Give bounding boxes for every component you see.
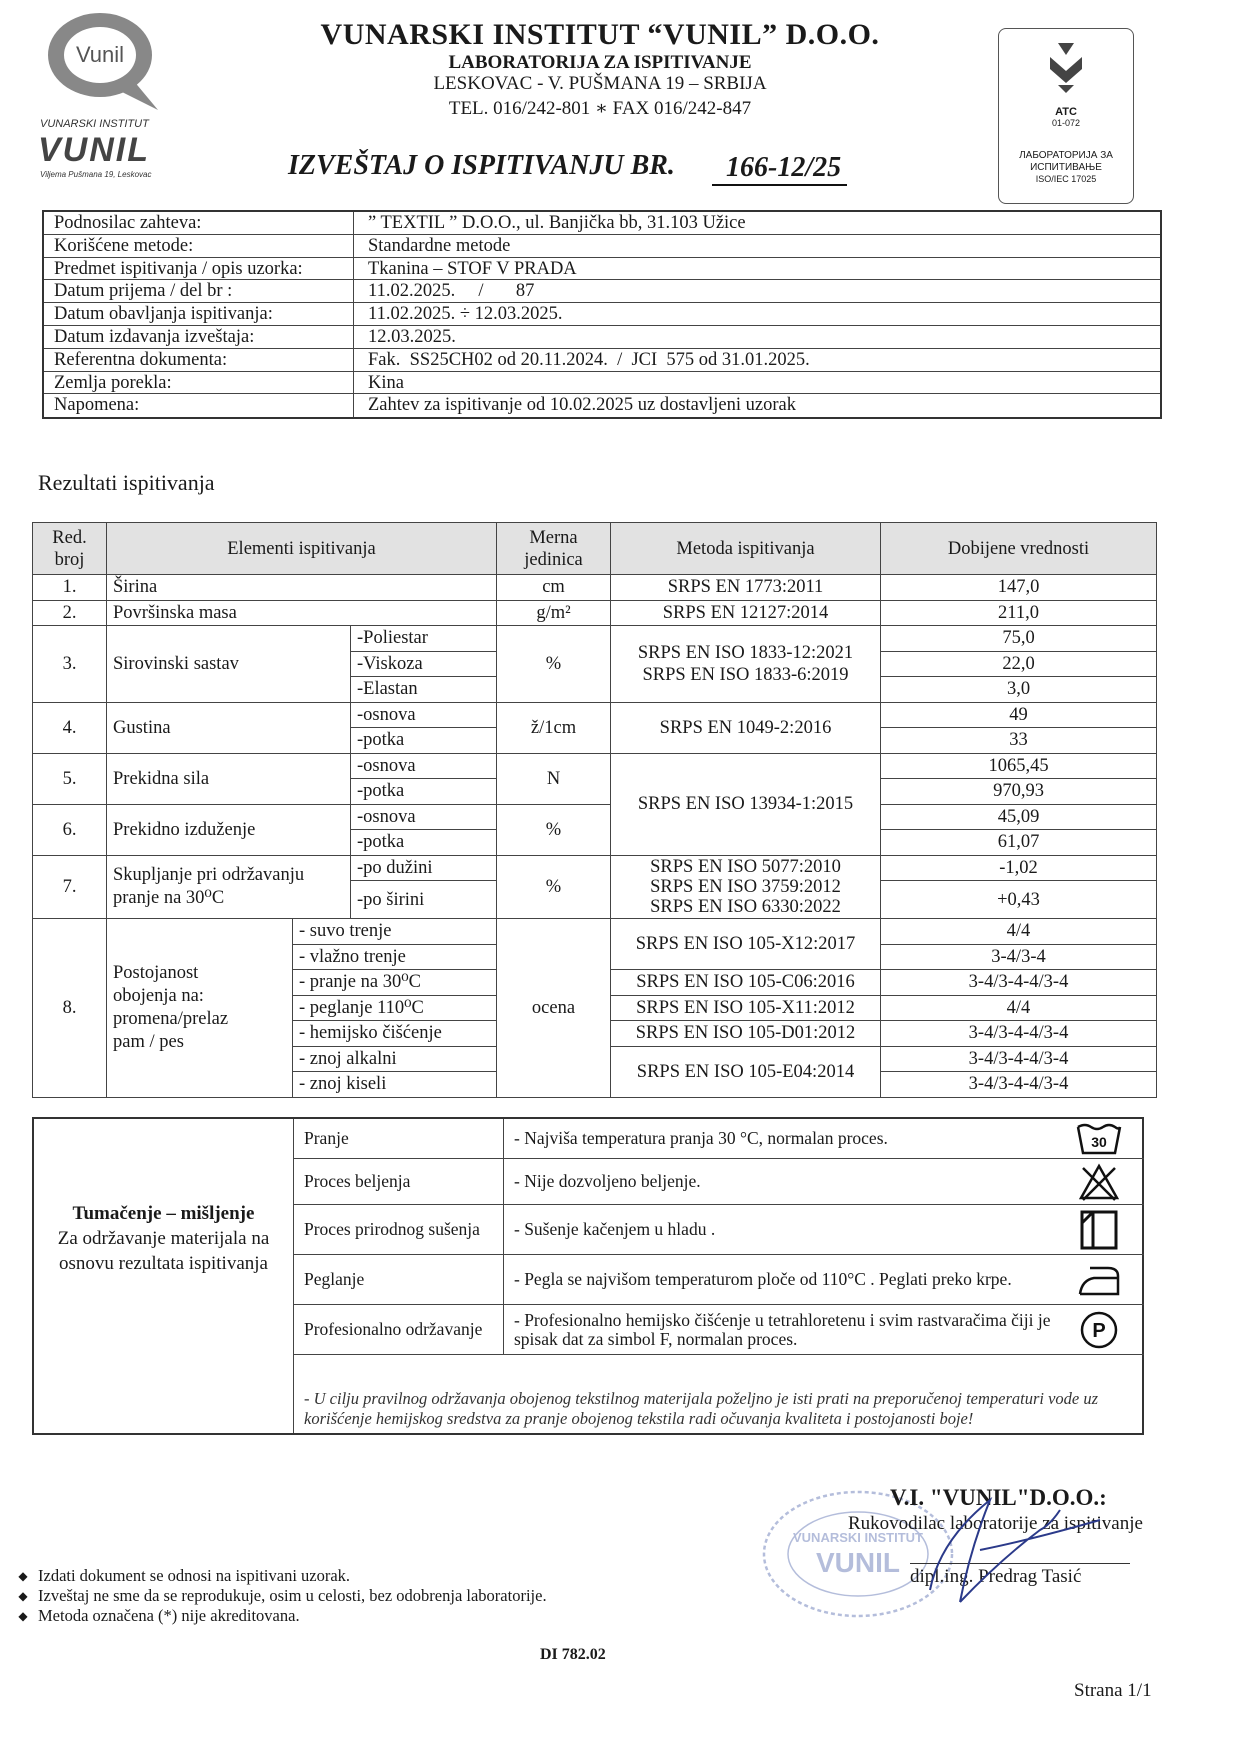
signature-name: dipl.ing. Predrag Tasić: [910, 1563, 1130, 1588]
row-number: 4.: [33, 702, 107, 753]
element-name-line: pam / pes: [113, 1031, 184, 1052]
sub-label: -potka: [351, 830, 497, 856]
method: SRPS EN ISO 105-X12:2017: [611, 919, 881, 970]
unit: %: [497, 855, 611, 919]
method: SRPS EN 1773:2011: [611, 575, 881, 601]
table-row: [33, 575, 1157, 601]
info-row: [44, 349, 1160, 372]
lab-name: LABORATORIJA ZA ISPITIVANJE: [448, 52, 752, 73]
method-line: SRPS EN ISO 1833-6:2019: [642, 664, 849, 685]
sub-label: - suvo trenje: [293, 919, 497, 945]
method-line: SRPS EN ISO 5077:2010: [650, 856, 841, 877]
result-value: 49: [881, 702, 1157, 728]
interpretation-text: Za održavanje materijala na osnovu rezultata ispitivanja: [57, 1228, 270, 1274]
element-name: Sirovinski sastav: [107, 626, 351, 703]
atc-logo-icon: [1036, 39, 1096, 99]
method: SRPS EN ISO 105-D01:2012: [611, 1021, 881, 1047]
info-row: [44, 303, 1160, 326]
method: SRPS EN ISO 105-E04:2014: [611, 1046, 881, 1097]
element-name: Prekidno izduženje: [107, 804, 351, 855]
care-icon-cell: [1066, 1305, 1132, 1354]
method: SRPS EN 1049-2:2016: [611, 702, 881, 753]
info-value: ” TEXTIL ” D.O.O., ul. Banjička bb, 31.103 Užice: [368, 213, 746, 233]
row-number: 1.: [33, 575, 107, 601]
header-no: Red. broj: [33, 523, 107, 575]
care-text: - Sušenje kačenjem u hladu .: [514, 1219, 716, 1239]
info-value: Fak. SS25CH02 od 20.11.2024. / JCI 575 od 31.01.2025.: [368, 349, 810, 370]
info-value: Kina: [368, 372, 404, 393]
result-value: 4/4: [881, 919, 1157, 945]
info-value: Tkanina – STOF V PRADA: [368, 258, 577, 279]
care-row-drying: [294, 1205, 1144, 1255]
unit: cm: [497, 575, 611, 601]
element-name: Gustina: [107, 702, 351, 753]
info-label: Datum obavljanja ispitivanja:: [44, 303, 354, 325]
sub-label: -osnova: [351, 804, 497, 830]
care-icon-cell: [1066, 1255, 1132, 1304]
stamp-logo-text: VUNIL: [816, 1547, 900, 1578]
vunil-logo: [38, 10, 178, 110]
footer-note: [8, 1586, 708, 1606]
header-unit: Merna jedinica: [497, 523, 611, 575]
care-label: Peglanje: [304, 1255, 504, 1304]
sub-label: -po dužini: [351, 855, 497, 881]
result-value: 61,07: [881, 830, 1157, 856]
row-number: 7.: [33, 855, 107, 919]
care-label: Profesionalno održavanje: [304, 1305, 504, 1354]
info-label: Podnosilac zahteva:: [44, 212, 354, 234]
result-value: 211,0: [881, 600, 1157, 626]
atc-number: 01-072: [1051, 118, 1081, 128]
care-label: Proces prirodnog sušenja: [304, 1205, 504, 1254]
element-name: Širina: [107, 575, 497, 601]
result-value: 3-4/3-4-4/3-4: [881, 1046, 1157, 1072]
institute-phone: TEL. 016/242-801 ∗ FAX 016/242-847: [448, 98, 752, 119]
element-name-line: obojenja na:: [113, 985, 204, 1006]
result-value: 1065,45: [881, 753, 1157, 779]
info-label: Zemlja porekla:: [44, 372, 354, 394]
table-row: [33, 919, 1157, 945]
handwritten-signature: [900, 1480, 1120, 1610]
care-text: - Profesionalno hemijsko čišćenje u tetrahloretenu i svim rastvaračima čiji je spisak dat za simbol F, normalan proces.: [514, 1309, 1051, 1349]
unit: %: [497, 804, 611, 855]
info-row: [44, 372, 1160, 395]
info-value: Standardne metode: [368, 235, 511, 256]
atc-iso: ISO/IEC 17025: [1035, 174, 1097, 184]
header-method: Metoda ispitivanja: [611, 523, 881, 575]
interpretation-block: [32, 1117, 1144, 1435]
dry-clean-p-icon: [1079, 1310, 1119, 1350]
method: SRPS EN ISO 105-X11:2012: [611, 995, 881, 1021]
info-value: 12.03.2025.: [368, 326, 456, 347]
sub-label: - vlažno trenje: [293, 944, 497, 970]
document-code: DI 782.02: [540, 1646, 606, 1663]
method: [611, 626, 881, 703]
stamp-text: VUNARSKI INSTITUT: [793, 1530, 923, 1545]
element-name-line: pranje na 30⁰C: [113, 887, 225, 908]
footer-note: [8, 1606, 708, 1626]
care-label: Pranje: [304, 1119, 504, 1158]
note-text: Izveštaj ne sme da se reprodukuje, osim u celosti, bez odobrenja laboratorije.: [38, 1586, 547, 1605]
sub-label: - hemijsko čišćenje: [293, 1021, 497, 1047]
unit: ocena: [497, 919, 611, 1098]
result-value: 22,0: [881, 651, 1157, 677]
info-row: [44, 326, 1160, 349]
atc-lab-text: ЛАБОРАТОРИЈА ЗА ИСПИТИВАЊЕ: [1019, 150, 1113, 173]
accreditation-box: [998, 28, 1134, 204]
result-value: 45,09: [881, 804, 1157, 830]
result-value: 3,0: [881, 677, 1157, 703]
care-text: - Najviša temperatura pranja 30 °C, normalan proces.: [514, 1128, 888, 1148]
result-value: 33: [881, 728, 1157, 754]
page-number: Strana 1/1: [1074, 1680, 1152, 1701]
unit: g/m²: [497, 600, 611, 626]
note-text: Metoda označena (*) nije akreditovana.: [38, 1606, 300, 1625]
care-row-ironing: [294, 1255, 1144, 1305]
info-label: Datum prijema / del br :: [44, 280, 354, 302]
logo-address: Viljema Pušmana 19, Leskovac: [40, 170, 152, 179]
signature-role: Rukovodilac laboratorije za ispitivanje: [848, 1513, 1143, 1534]
sub-label: - znoj kiseli: [293, 1072, 497, 1098]
unit: %: [497, 626, 611, 703]
info-row: [44, 394, 1160, 417]
sub-label: - pranje na 30⁰C: [293, 970, 497, 996]
care-text: - Pegla se najvišom temperaturom ploče od 110°C . Peglati preko krpe.: [514, 1269, 1012, 1289]
element-name: [107, 855, 351, 919]
sub-label: -Poliestar: [351, 626, 497, 652]
care-icon-cell: [1066, 1159, 1132, 1204]
result-value: 147,0: [881, 575, 1157, 601]
method-line: SRPS EN ISO 6330:2022: [650, 896, 841, 917]
request-info-table: [42, 210, 1162, 419]
interpretation-heading: [34, 1119, 294, 1433]
iron-low-icon: [1076, 1262, 1122, 1298]
method-line: SRPS EN ISO 1833-12:2021: [637, 642, 854, 663]
table-header-row: [33, 523, 1157, 575]
element-name-line: promena/prelaz: [113, 1008, 229, 1029]
info-row: [44, 235, 1160, 258]
info-row: [44, 212, 1160, 235]
results-table: [32, 522, 1157, 1098]
wash-30-icon: [1075, 1121, 1123, 1157]
bullet-icon: ◆: [18, 1609, 28, 1623]
info-label: Napomena:: [44, 394, 354, 417]
result-value: 3-4/3-4-4/3-4: [881, 970, 1157, 996]
table-row: [33, 626, 1157, 652]
sub-label: -potka: [351, 779, 497, 805]
result-value: 75,0: [881, 626, 1157, 652]
logo-mark-text: Vunil: [75, 42, 125, 67]
info-row: [44, 280, 1160, 303]
info-value: 11.02.2025. ÷ 12.03.2025.: [368, 304, 563, 325]
sub-label: - peglanje 110⁰C: [293, 995, 497, 1021]
dry-clean-letter: P: [1092, 1319, 1106, 1342]
results-title: Rezultati ispitivanja: [38, 470, 215, 495]
footer-notes: [8, 1566, 708, 1626]
sub-label: -Elastan: [351, 677, 497, 703]
method: SRPS EN 12127:2014: [611, 600, 881, 626]
care-icon-cell: [1066, 1205, 1132, 1254]
bullet-icon: ◆: [18, 1589, 28, 1603]
info-label: Referentna dokumenta:: [44, 349, 354, 371]
interpretation-title: Tumačenje – mišljenje: [72, 1203, 255, 1224]
row-number: 8.: [33, 919, 107, 1098]
row-number: 3.: [33, 626, 107, 703]
table-row: [33, 702, 1157, 728]
method: SRPS EN ISO 13934-1:2015: [611, 753, 881, 855]
sub-label: - znoj alkalni: [293, 1046, 497, 1072]
element-name-line: Skupljanje pri održavanju: [113, 864, 305, 885]
table-row: [33, 855, 1157, 881]
element-name: Površinska masa: [107, 600, 497, 626]
row-number: 6.: [33, 804, 107, 855]
report-title: IZVEŠTAJ O ISPITIVANJU BR.: [288, 150, 675, 181]
care-note: - U cilju pravilnog održavanja obojenog tekstilnog materijala poželjno je isti prati na preporučenoj temperaturi vode uz korišćenje hemijskog sredstva za pranje obojenog tekstila radi očuvanja kvaliteta i postojanosti boje!: [304, 1389, 1099, 1428]
institute-address: LESKOVAC - V. PUŠMANA 19 – SRBIJA: [433, 73, 767, 94]
note-text: Izdati dokument se odnosi na ispitivani uzorak.: [38, 1566, 351, 1585]
signature-company: V.I. "VUNIL"D.O.O.:: [890, 1485, 1107, 1510]
table-row: [33, 600, 1157, 626]
result-value: -1,02: [881, 855, 1157, 881]
bullet-icon: ◆: [18, 1569, 28, 1583]
sub-label: -potka: [351, 728, 497, 754]
unit: N: [497, 753, 611, 804]
result-value: 3-4/3-4-4/3-4: [881, 1072, 1157, 1098]
element-name-line: Postojanost: [113, 962, 199, 983]
logo-subtitle: VUNARSKI INSTITUT: [40, 118, 149, 130]
result-value: 3-4/3-4-4/3-4: [881, 1021, 1157, 1047]
atc-label: ATC: [1055, 106, 1077, 118]
element-name: [107, 919, 293, 1098]
sub-label: -osnova: [351, 753, 497, 779]
header-element: Elementi ispitivanja: [107, 523, 497, 575]
sub-label: -Viskoza: [351, 651, 497, 677]
care-row-professional: [294, 1305, 1144, 1355]
logo-name: VUNIL: [38, 131, 150, 169]
info-value: 11.02.2025. / 87: [368, 281, 535, 302]
row-number: 5.: [33, 753, 107, 804]
info-row: [44, 258, 1160, 281]
result-value: 3-4/3-4: [881, 944, 1157, 970]
row-number: 2.: [33, 600, 107, 626]
info-value: Zahtev za ispitivanje od 10.02.2025 uz dostavljeni uzorak: [368, 395, 796, 416]
sub-label: -po širini: [351, 881, 497, 919]
table-row: [33, 804, 1157, 830]
care-row-washing: [294, 1119, 1144, 1159]
dry-shade-icon: [1079, 1209, 1119, 1251]
wash-temp-text: 30: [1091, 1133, 1107, 1150]
result-value: 4/4: [881, 995, 1157, 1021]
sub-label: -osnova: [351, 702, 497, 728]
header-value: Dobijene vrednosti: [881, 523, 1157, 575]
care-icon-cell: [1066, 1119, 1132, 1158]
footer-note: [8, 1566, 708, 1586]
element-name: Prekidna sila: [107, 753, 351, 804]
unit: ž/1cm: [497, 702, 611, 753]
method-line: SRPS EN ISO 3759:2012: [650, 876, 841, 897]
no-bleach-icon: [1077, 1162, 1121, 1202]
table-row: [33, 753, 1157, 779]
info-label: Predmet ispitivanja / opis uzorka:: [44, 258, 354, 280]
institute-name: VUNARSKI INSTITUT “VUNIL” D.O.O.: [320, 18, 880, 51]
info-label: Korišćene metode:: [44, 235, 354, 257]
report-number: 166-12/25: [712, 152, 847, 186]
method: [611, 855, 881, 919]
result-value: 970,93: [881, 779, 1157, 805]
method: SRPS EN ISO 105-C06:2016: [611, 970, 881, 996]
care-label: Proces beljenja: [304, 1159, 504, 1204]
care-row-bleaching: [294, 1159, 1144, 1205]
result-value: +0,43: [881, 881, 1157, 919]
care-text: - Nije dozvoljeno beljenje.: [514, 1171, 701, 1191]
info-label: Datum izdavanja izveštaja:: [44, 326, 354, 348]
